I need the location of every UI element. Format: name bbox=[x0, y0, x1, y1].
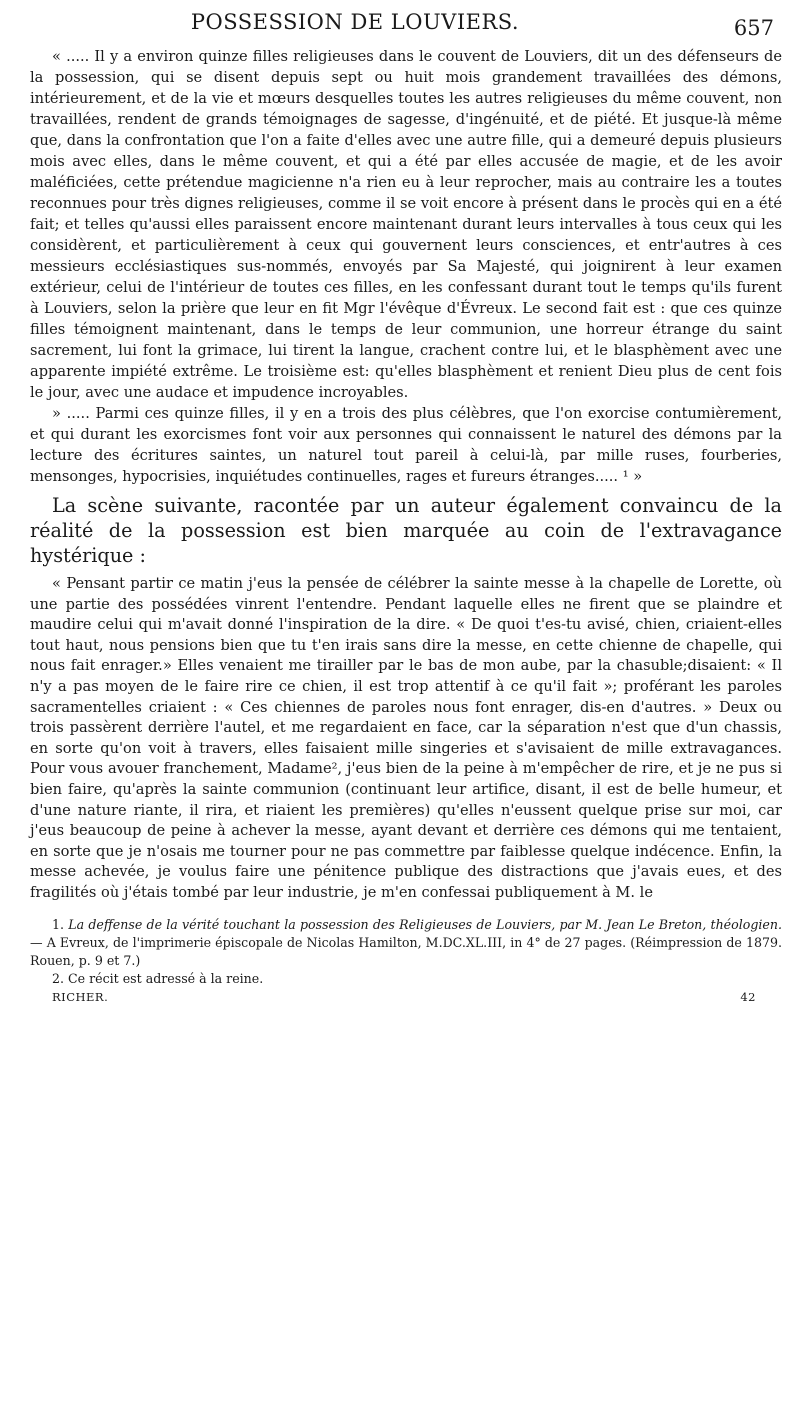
running-title: POSSESSION DE LOUVIERS. bbox=[190, 10, 520, 34]
page-header bbox=[30, 4, 782, 40]
footnote-1 bbox=[30, 916, 782, 970]
signature-author: RICHER. bbox=[52, 989, 109, 1004]
quote-block-1 bbox=[30, 46, 782, 487]
footnotes bbox=[30, 916, 782, 1006]
body-text bbox=[30, 46, 782, 1006]
section-lead: La scène suivante, racontée par un auteur également convaincu de la réalité de la possession est bien marquée au coin de l'extravagance hystérique : bbox=[30, 494, 782, 567]
quote-block-2 bbox=[30, 574, 782, 904]
signature-sheet: 42 bbox=[740, 989, 756, 1004]
footnote-text: — A Evreux, de l'imprimerie épiscopale de Nicolas Hamilton, M.DC.XL.III, in 4° de 27 pages. (Réimpression de 1879. Rouen, p. 9 et 7.) bbox=[30, 934, 782, 968]
paragraph: « ..... Il y a environ quinze filles religieuses dans le couvent de Louviers, dit un des défenseurs de la possession, qui se disent depuis sept ou huit mois grandement travaillées des démons, intérieurement, et de la vie et mœurs desquelles toutes les autres religieuses du même couvent, non travaillées, rendent de grands témoignages de sagesse, d'ingénuité, et de piété. Et jusque-là même que, dans la confrontation que l'on a faite d'elles avec une autre fille, qui a demeuré depuis plusieurs mois avec elles, dans le même couvent, et qui a été par elles accusée de magie, et de les avoir maléficiées, cette prétendue magicienne n'a rien eu à leur reprocher, mais au contraire les a toutes reconnues pour très dignes religieuses, comme il se voit encore à présent dans le procès qui en a été fait; et telles qu'aussi elles paraissent encore maintenant durant leurs intervalles à tous ceux qui les considèrent, et particulièrement à ceux qui gouvernent leurs consciences, et entr'autres à ces messieurs ecclésiastiques sus-nommés, envoyés par Sa Majesté, qui joignirent à leur examen extérieur, celui de l'intérieur de toutes ces filles, en les confessant durant tout le temps qu'ils furent à Louviers, selon la prière que leur en fit Mgr l'évêque d'Évreux. Le second fait est : que ces quinze filles témoignent maintenant, dans le temps de leur communion, une horreur étrange du saint sacrement, lui font la grimace, lui tirent la langue, crachent contre lui, et le blasphèment avec une apparente impiété extrême. Le troisième est: qu'elles blasphèment et renient Dieu plus de cent fois le jour, avec une audace et impudence incroyables. bbox=[30, 48, 782, 401]
footnote-2: 2. Ce récit est adressé à la reine. bbox=[52, 970, 264, 986]
signature-line bbox=[30, 988, 782, 1006]
paragraph: « Pensant partir ce matin j'eus la pensée de célébrer la sainte messe à la chapelle de Lorette, où une partie des possédées vinrent l'entendre. Pendant laquelle elles ne firent que se plaindre et maudire celui qui m'avait donné l'inspiration de la dire. « De quoi t'es-tu avisé, chien, criaient-elles tout haut, nous pensions bien que tu t'en irais sans dire la messe, en cette chienne de chapelle, qui nous fait enrager.» Elles venaient me tirailler par le bas de mon aube, par la chasuble;disaient: « Il n'y a pas moyen de le faire rire ce chien, il est trop attentif à ce qu'il fait »; proférant les paroles sacramentelles criaient : « Ces chiennes de paroles nous font enrager, dis-en d'autres. » Deux ou trois passèrent derrière l'autel, et me regardaient en face, car la séparation n'est que d'un chassis, en sorte qu'on voit à travers, elles faisaient mille singeries et s'avisaient de mille extravagances. Pour vous avouer franchement, Madame², j'eus bien de la peine à m'empêcher de rire, et je ne pus si bien faire, qu'après la sainte communion (continuant leur artifice, disant, il est de belle humeur, et d'une nature riante, il rira, et riaient les premières) qu'elles n'eussent quelque prise sur moi, car j'eus beaucoup de peine à achever la messe, ayant devant et derrière ces démons qui me tentaient, en sorte que je n'osais me tourner pour ne pas commettre par faiblesse quelque indécence. Enfin, la messe achevée, je voulus faire une pénitence publique des distractions que j'avais eues, et des fragilités où j'étais tombé par leur industrie, je m'en confessai publiquement à M. le bbox=[30, 575, 782, 901]
footnote-title: La deffense de la vérité touchant la possession des Religieuses de Louviers, par M. Jean Le Breton, théologien. bbox=[68, 916, 782, 932]
page-number: 657 bbox=[733, 16, 774, 40]
paragraph: » ..... Parmi ces quinze filles, il y en a trois des plus célèbres, que l'on exorcise contumièrement, et qui durant les exorcismes font voir aux personnes qui connaissent le naturel des démons par la lecture des écritures saintes, un naturel tout pareil à celui-là, par mille ruses, fourberies, mensonges, hypocrisies, inquiétudes continuelles, rages et fureurs étranges..... ¹ » bbox=[30, 405, 782, 485]
footnote-number: 1. bbox=[52, 916, 65, 932]
